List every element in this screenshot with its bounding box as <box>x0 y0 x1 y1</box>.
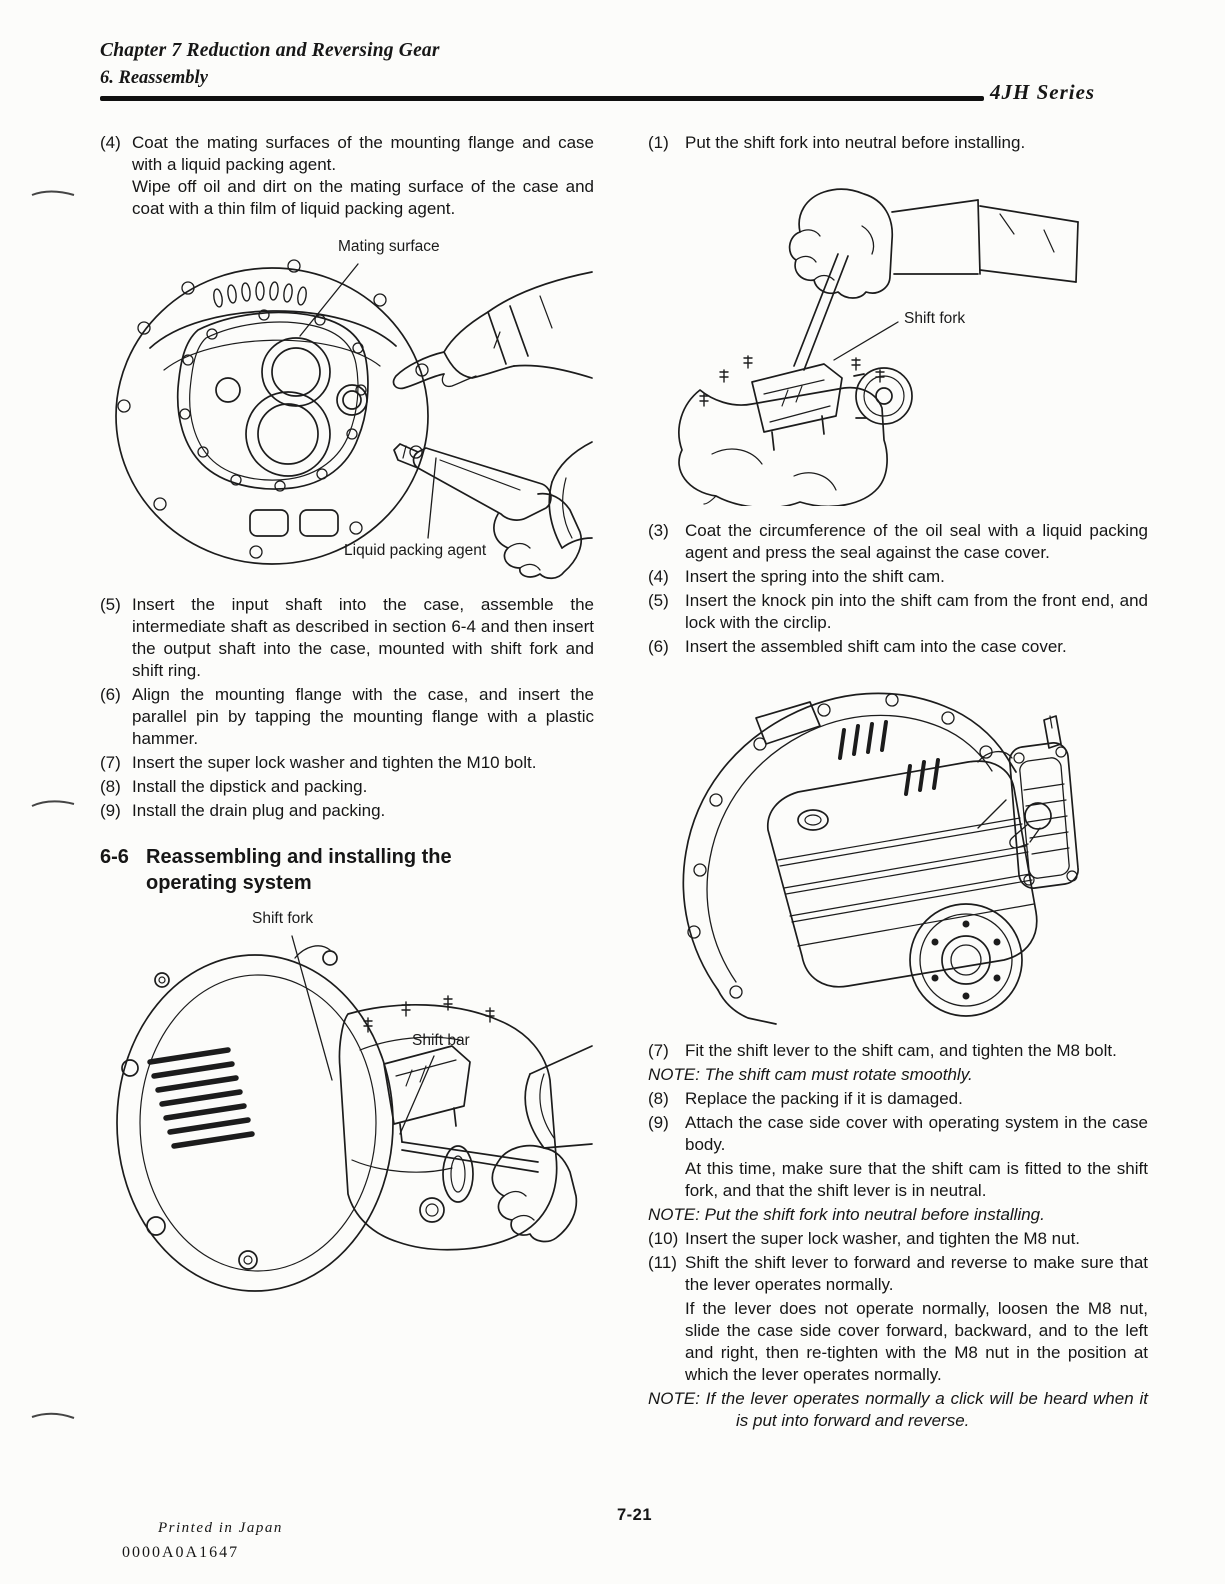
item-number: (5) <box>648 591 669 610</box>
section-heading-6-6 <box>100 844 594 896</box>
item-text: Insert the spring into the shift cam. <box>685 567 945 586</box>
list-item <box>648 566 1148 588</box>
item-text: Insert the assembled shift cam into the case cover. <box>685 637 1067 656</box>
note-text: NOTE: The shift cam must rotate smoothly. <box>648 1065 973 1084</box>
item-text: Attach the case side cover with operating system in the case body. <box>685 1113 1148 1154</box>
item-text: Shift the shift lever to forward and reverse to make sure that the lever operates normally. <box>685 1253 1148 1294</box>
item-number: (8) <box>100 777 121 796</box>
item-text: Install the drain plug and packing. <box>132 801 386 820</box>
item-text: Replace the packing if it is damaged. <box>685 1089 963 1108</box>
item-number: (4) <box>648 567 669 586</box>
figure-label-mating-surface: Mating surface <box>338 238 440 255</box>
item-text: Fit the shift lever to the shift cam, and tighten the M8 bolt. <box>685 1041 1117 1060</box>
item-number: (11) <box>648 1253 677 1272</box>
figure-label-shift-bar: Shift bar <box>412 1032 470 1049</box>
item-text: Insert the knock pin into the shift cam from the front end, and lock with the circlip. <box>685 591 1148 632</box>
chapter-title: Chapter 7 Reduction and Reversing Gear <box>100 40 440 61</box>
shift-bar-drawing <box>100 908 594 1304</box>
list-item <box>648 1112 1148 1156</box>
list-item <box>648 1040 1148 1062</box>
item-continuation: If the lever does not operate normally, loosen the M8 nut, slide the case side cover forward, backward, and to the left and right, then re-tighten with the M8 nut in the position at which the lever operates normally. <box>685 1299 1148 1384</box>
item-number: (1) <box>648 133 669 152</box>
figure-label-liquid-packing-agent: Liquid packing agent <box>344 542 487 559</box>
item-number: (4) <box>100 133 121 152</box>
figure-label-shift-fork: Shift fork <box>904 310 966 327</box>
printed-in-japan-label: Printed in Japan <box>158 1520 283 1536</box>
item-text: Wipe off oil and dirt on the mating surface of the case and coat with a thin film of liquid packing agent. <box>132 177 594 218</box>
list-item <box>648 1228 1148 1250</box>
document-code: 0000A0A1647 <box>122 1544 240 1561</box>
figure-shift-fork-illustration <box>648 170 1148 506</box>
item-number: (5) <box>100 595 121 614</box>
item-number: (6) <box>100 685 121 704</box>
list-item <box>100 776 594 798</box>
margin-mark <box>28 796 78 814</box>
item-number: (7) <box>648 1041 669 1060</box>
list-item <box>648 636 1148 658</box>
item-text: Coat the circumference of the oil seal with a liquid packing agent and press the seal against the case cover. <box>685 521 1148 562</box>
mounting-flange-drawing <box>100 236 594 580</box>
list-item <box>648 590 1148 634</box>
item-number: (6) <box>648 637 669 656</box>
item-text: Install the dipstick and packing. <box>132 777 368 796</box>
header-rule <box>100 96 984 101</box>
item-number: (9) <box>100 801 121 820</box>
item-number: (10) <box>648 1229 679 1248</box>
item-text: Insert the super lock washer and tighten the M10 bolt. <box>132 753 537 772</box>
item-number: (3) <box>648 521 669 540</box>
note-text: NOTE: If the lever operates normally a click will be heard when it is put into forward and reverse. <box>648 1389 1148 1430</box>
item-number: (8) <box>648 1089 669 1108</box>
page-number: 7-21 <box>617 1506 653 1524</box>
series-label: 4JH Series <box>990 80 1096 104</box>
item-text: Insert the super lock washer, and tighten the M8 nut. <box>685 1229 1081 1248</box>
list-item <box>100 684 594 750</box>
list-item <box>648 520 1148 564</box>
note-text: NOTE: Put the shift fork into neutral before installing. <box>648 1205 1045 1224</box>
left-column <box>100 130 594 1304</box>
list-item <box>648 132 1148 154</box>
item-number: (9) <box>648 1113 669 1132</box>
figure-label-shift-fork: Shift fork <box>252 910 314 927</box>
item-number: (7) <box>100 753 121 772</box>
heading-number: 6-6 <box>100 846 129 868</box>
list-item <box>100 132 594 220</box>
figure-mounting-flange-illustration <box>100 236 594 580</box>
case-side-cover-drawing <box>648 668 1148 1030</box>
item-text: Align the mounting flange with the case, and insert the parallel pin by tapping the mounting flange with a plastic hammer. <box>132 685 594 748</box>
item-text: Coat the mating surfaces of the mounting flange and case with a liquid packing agent. <box>132 133 594 174</box>
section-title: 6. Reassembly <box>100 68 208 88</box>
list-item <box>100 800 594 822</box>
margin-mark <box>28 186 78 204</box>
item-text: Put the shift fork into neutral before installing. <box>685 133 1026 152</box>
shift-fork-drawing <box>648 170 1148 506</box>
list-item <box>100 752 594 774</box>
margin-mark <box>28 1408 78 1426</box>
item-continuation: At this time, make sure that the shift cam is fitted to the shift fork, and that the shift lever is in neutral. <box>685 1159 1148 1200</box>
figure-shift-bar-illustration <box>100 908 594 1304</box>
list-item <box>648 1252 1148 1296</box>
list-item <box>100 594 594 682</box>
heading-text: Reassembling and installing the operating system <box>146 846 452 894</box>
list-item <box>648 1088 1148 1110</box>
right-column <box>648 130 1148 1432</box>
item-text: Insert the input shaft into the case, assemble the intermediate shaft as described in section 6-4 and then insert the output shaft into the case, mounted with shift fork and shift ring. <box>132 595 594 680</box>
figure-case-side-cover-illustration <box>648 668 1148 1030</box>
